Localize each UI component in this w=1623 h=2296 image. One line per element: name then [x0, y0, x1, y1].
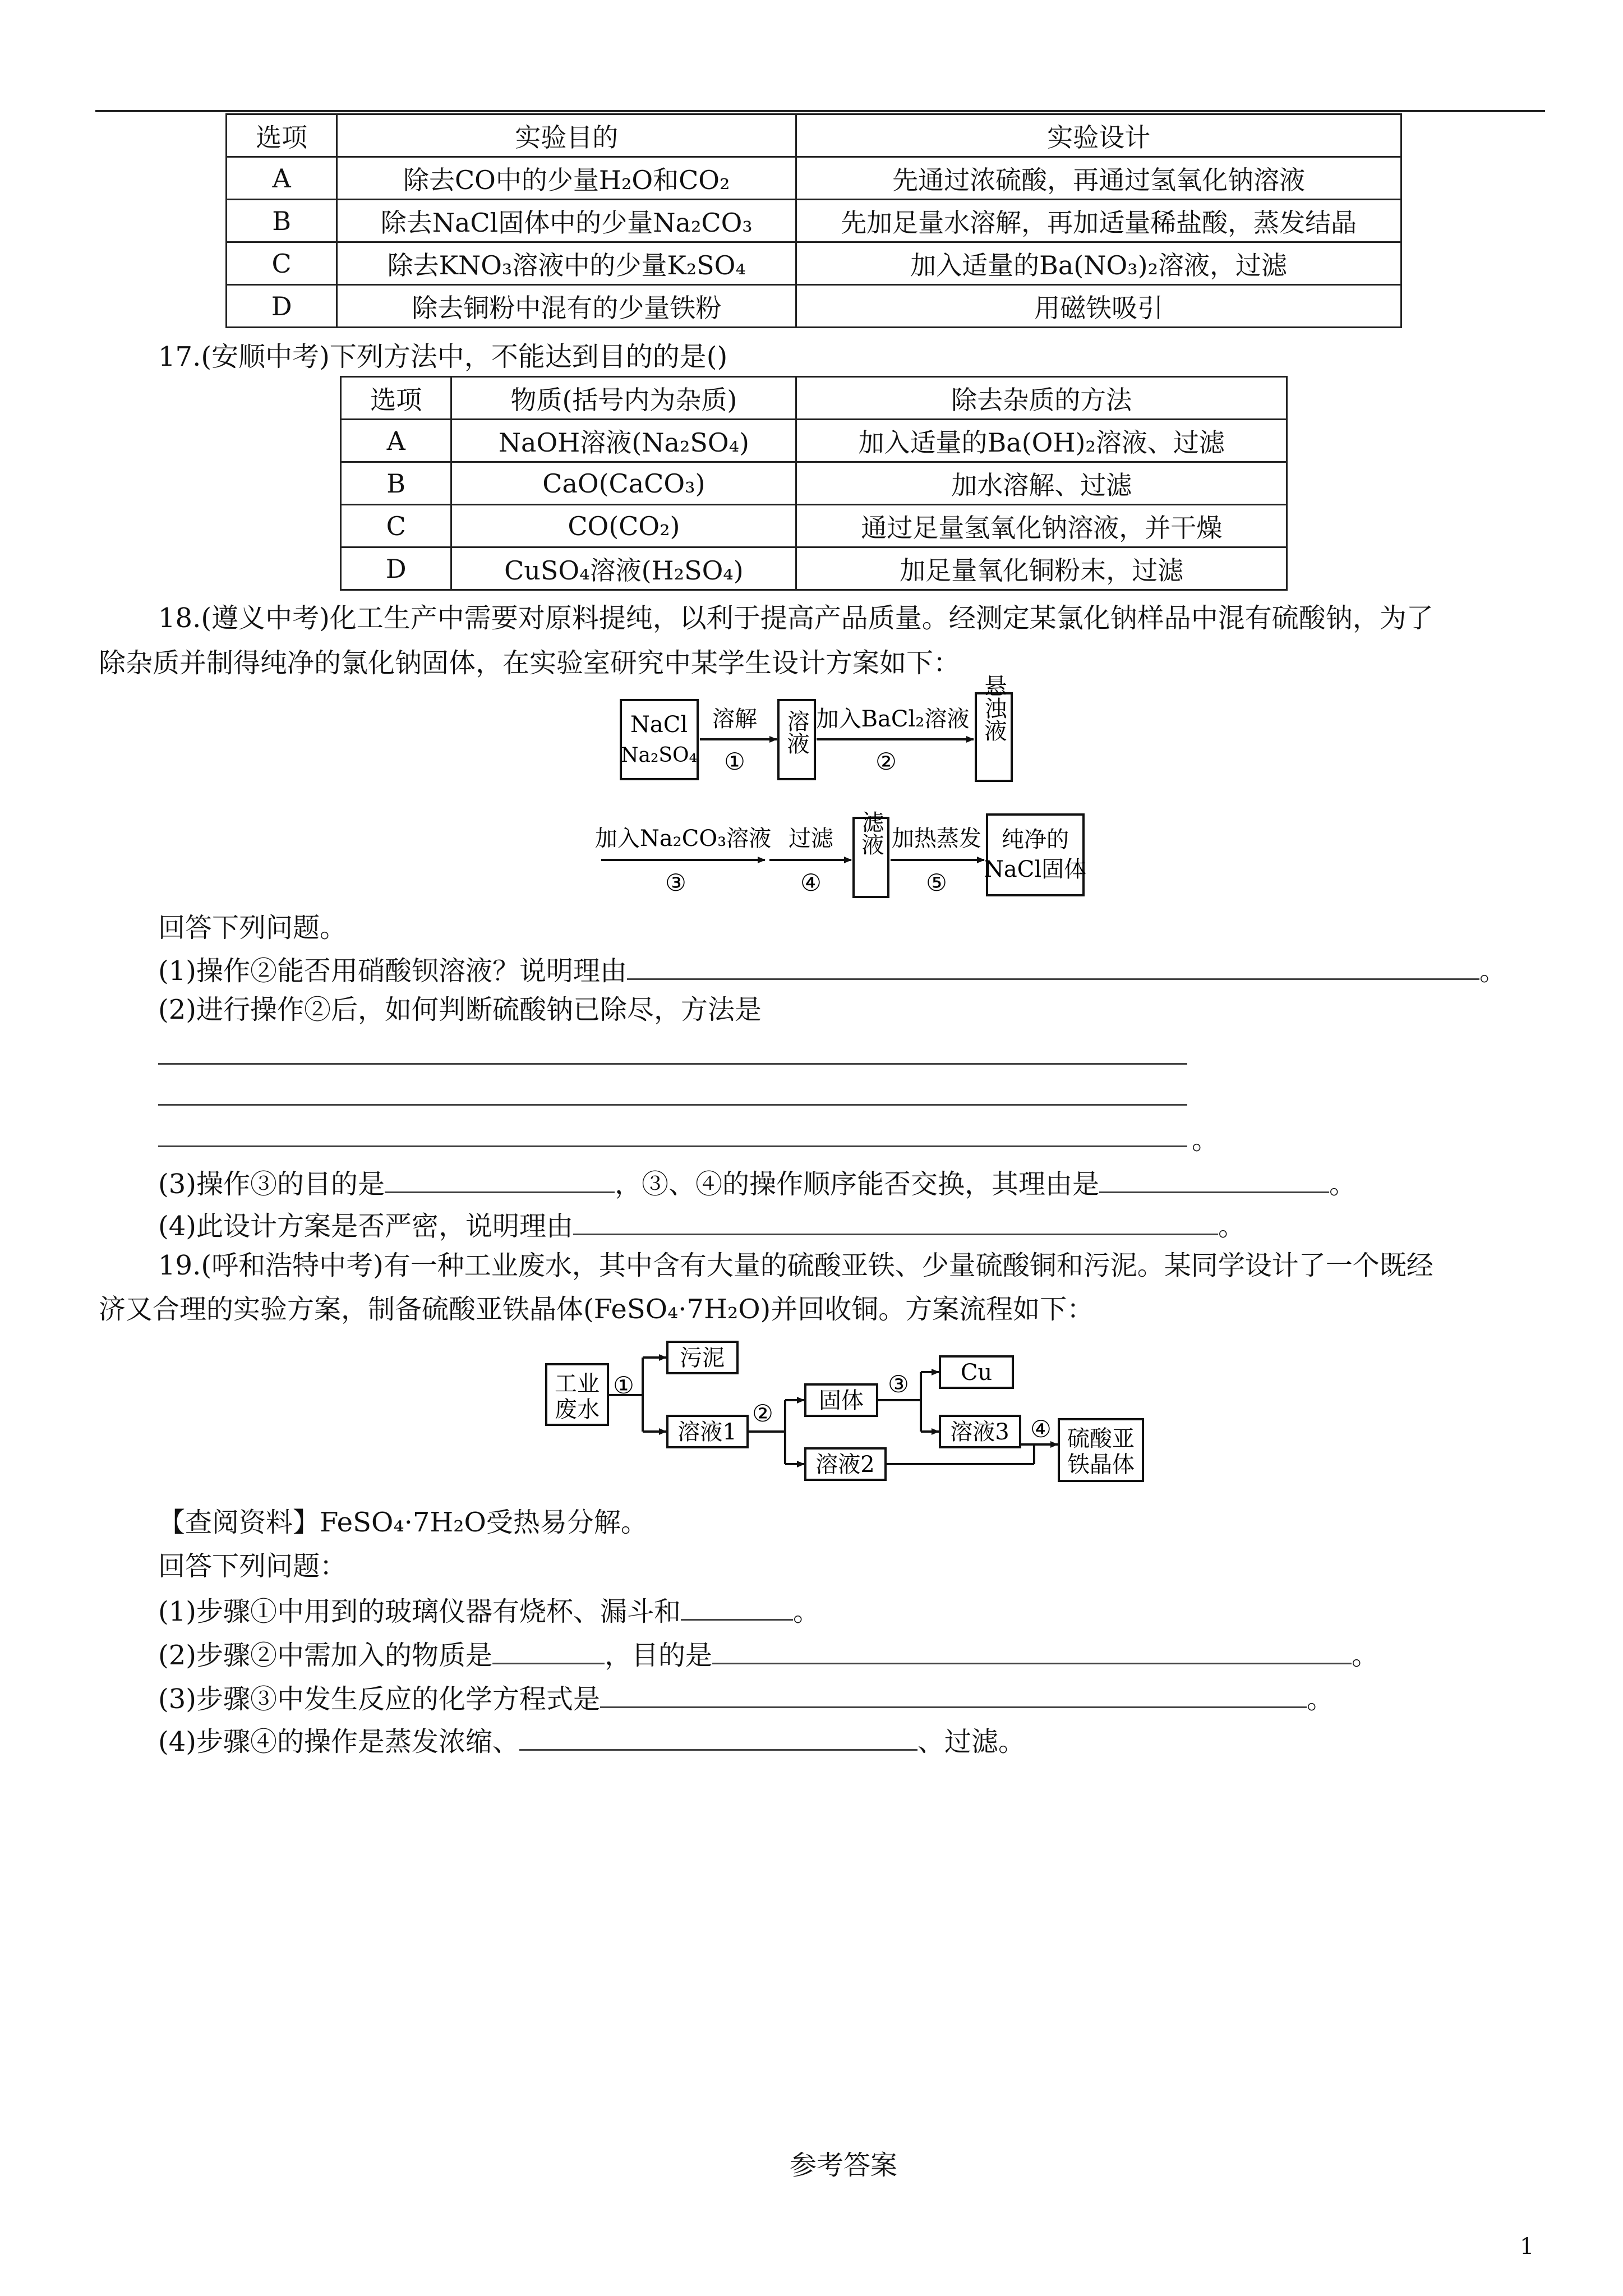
- wastewater-label-2: 废水: [555, 1397, 600, 1423]
- end-mark: 。: [1479, 955, 1507, 987]
- table-cell: 除去NaCl固体中的少量Na₂CO₃: [337, 200, 796, 242]
- step-5-label: 加热蒸发: [892, 826, 981, 852]
- part-4-text-a: (4)步骤④的操作是蒸发浓缩、: [158, 1726, 519, 1757]
- question-18-part-2: (2)进行操作②后，如何判断硫酸钠已除尽，方法是: [158, 994, 762, 1025]
- suspension-label: 悬浊液: [981, 674, 1007, 742]
- table-cell: CO(CO₂): [451, 505, 796, 547]
- question-19-stem-line1: 19.(呼和浩特中考)有一种工业废水，其中含有大量的硫酸亚铁、少量硫酸铜和污泥。某同学设计了一个既经: [158, 1250, 1433, 1281]
- table-cell: A: [227, 157, 337, 200]
- step-1-number: ①: [613, 1372, 634, 1399]
- header-cell: 实验设计: [796, 114, 1401, 157]
- end-mark: 。: [1352, 1640, 1379, 1671]
- question-19-part-3: [158, 1682, 1334, 1713]
- step-1-label: 溶解: [712, 706, 757, 732]
- step-4-label: 过滤: [789, 826, 833, 852]
- question-18-prompt: 回答下列问题。: [158, 912, 347, 944]
- end-mark: 。: [793, 1596, 820, 1627]
- solution1-label: 溶液1: [677, 1419, 737, 1445]
- table-cell: 加入适量的Ba(OH)₂溶液、过滤: [796, 420, 1287, 462]
- question-19-part-2: [158, 1638, 1378, 1669]
- table-cell: B: [341, 462, 451, 505]
- table-cell: 通过足量氢氧化钠溶液，并干燥: [796, 505, 1287, 547]
- part-1-text: (1)步骤①中用到的玻璃仪器有烧杯、漏斗和: [158, 1596, 681, 1627]
- table-cell: D: [341, 547, 451, 590]
- answer-blank[interactable]: [681, 1594, 793, 1621]
- table-cell: D: [227, 285, 337, 328]
- part-1-text: (1)操作②能否用硝酸钡溶液？说明理由: [158, 955, 627, 987]
- question-18-stem-line2: 除杂质并制得纯净的氯化钠固体，在实验室研究中某学生设计方案如下：: [99, 647, 961, 679]
- sludge-label: 污泥: [680, 1345, 725, 1371]
- solution-label-1: 溶液: [783, 710, 809, 754]
- table-cell: 先通过浓硫酸，再通过氢氧化钠溶液: [796, 157, 1401, 200]
- table-cell: B: [227, 200, 337, 242]
- answer-blank[interactable]: [712, 1638, 1352, 1664]
- table-cell: CuSO₄溶液(H₂SO₄): [451, 547, 796, 590]
- step-5-number: ⑤: [926, 869, 947, 896]
- cu-label: Cu: [960, 1360, 993, 1386]
- answer-section-title: 参考答案: [790, 2150, 898, 2181]
- solution3-label: 溶液3: [950, 1419, 1009, 1445]
- wastewater-label-1: 工业: [555, 1371, 600, 1397]
- header-cell: 选项: [341, 377, 451, 420]
- table-cell: 用磁铁吸引: [796, 285, 1401, 328]
- question-19-stem-line2: 济又合理的实验方案，制备硫酸亚铁晶体(FeSO₄·7H₂O)并回收铜。方案流程如下：: [99, 1294, 1094, 1325]
- table-cell: 加水溶解、过滤: [796, 462, 1287, 505]
- crystal-label-1: 硫酸亚: [1067, 1426, 1135, 1452]
- mixture-label-2: Na₂SO₄: [620, 744, 698, 767]
- pure-nacl-label-1: 纯净的: [1002, 827, 1069, 853]
- step-4-number: ④: [800, 869, 822, 896]
- step-1-number: ①: [724, 748, 745, 775]
- end-mark: 。: [1329, 1168, 1357, 1200]
- page-number: 1: [1520, 2234, 1534, 2260]
- step-3-number: ③: [888, 1370, 909, 1398]
- answer-blank[interactable]: [600, 1682, 1307, 1708]
- question-19-part-4: [158, 1724, 1025, 1755]
- table-cell: 加入适量的Ba(NO₃)₂溶液，过滤: [796, 242, 1401, 285]
- part-2-text-a: (2)步骤②中需加入的物质是: [158, 1640, 492, 1671]
- question-19-info: 【查阅资料】FeSO₄·7H₂O受热易分解。: [158, 1507, 648, 1538]
- solution2-label: 溶液2: [815, 1452, 875, 1478]
- answer-blank[interactable]: [519, 1724, 917, 1751]
- table-cell: NaOH溶液(Na₂SO₄): [451, 420, 796, 462]
- step-2-label: 加入BaCl₂溶液: [816, 706, 970, 732]
- part-3-text-b: ，③、④的操作顺序能否交换，其理由是: [615, 1168, 1100, 1200]
- table-cell: 加足量氧化铜粉末，过滤: [796, 547, 1287, 590]
- table-cell: 除去CO中的少量H₂O和CO₂: [337, 157, 796, 200]
- header-cell: 选项: [227, 114, 337, 157]
- part-3-text-a: (3)操作③的目的是: [158, 1168, 385, 1200]
- end-mark: 。: [1192, 1124, 1219, 1156]
- header-cell: 实验目的: [337, 114, 796, 157]
- step-3-label: 加入Na₂CO₃溶液: [594, 826, 772, 852]
- question-17-stem: 17.(安顺中考)下列方法中，不能达到目的的是(): [158, 341, 728, 372]
- step-3-number: ③: [665, 869, 686, 896]
- step-2-number: ②: [752, 1400, 773, 1427]
- question-18-stem-line1: 18.(遵义中考)化工生产中需要对原料提纯，以利于提高产品质量。经测定某氯化钠样品中混有硫酸钠，为了: [158, 602, 1433, 634]
- table-cell: C: [341, 505, 451, 547]
- table-cell: A: [341, 420, 451, 462]
- solid-label: 固体: [819, 1388, 864, 1414]
- table-cell: 除去KNO₃溶液中的少量K₂SO₄: [337, 242, 796, 285]
- answer-blank[interactable]: [492, 1638, 605, 1664]
- end-mark: 。: [1218, 1211, 1246, 1242]
- end-mark: 。: [1307, 1683, 1334, 1715]
- table-cell: C: [227, 242, 337, 285]
- part-2-text-b: ，目的是: [605, 1640, 713, 1671]
- step-4-number: ④: [1030, 1415, 1052, 1443]
- question-19-prompt: 回答下列问题：: [158, 1550, 347, 1582]
- table-cell: 先加足量水溶解，再加适量稀盐酸，蒸发结晶: [796, 200, 1401, 242]
- part-3-text: (3)步骤③中发生反应的化学方程式是: [158, 1683, 600, 1715]
- question-19-part-1: [158, 1594, 820, 1625]
- header-cell: 物质(括号内为杂质): [451, 377, 796, 420]
- crystal-label-2: 铁晶体: [1067, 1452, 1135, 1478]
- table-cell: CaO(CaCO₃): [451, 462, 796, 505]
- header-cell: 除去杂质的方法: [796, 377, 1287, 420]
- pure-nacl-label-2: NaCl固体: [984, 857, 1087, 882]
- mixture-label-1: NaCl: [630, 712, 688, 738]
- step-2-number: ②: [875, 748, 897, 775]
- part-4-text-b: 、过滤。: [917, 1726, 1026, 1757]
- table-cell: 除去铜粉中混有的少量铁粉: [337, 285, 796, 328]
- part-4-text: (4)此设计方案是否严密，说明理由: [158, 1211, 573, 1242]
- filtrate-label: 滤液: [858, 811, 884, 855]
